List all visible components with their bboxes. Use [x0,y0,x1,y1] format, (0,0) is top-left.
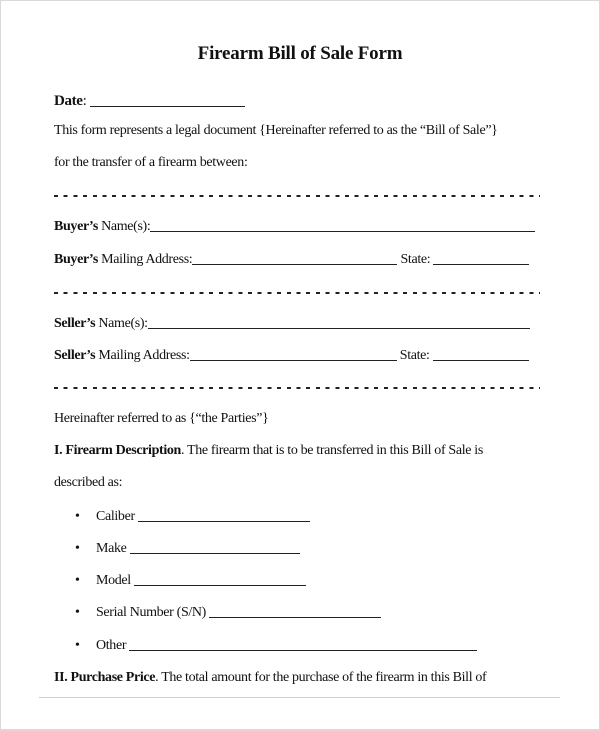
bullet-icon: • [75,573,80,588]
bullet-icon: • [75,605,80,620]
seller-name-row [54,315,530,333]
buyer-state-label: State: [397,252,434,267]
seller-state-field[interactable] [433,348,529,361]
bullet-icon: • [75,541,80,556]
buyer-name-label: Name(s): [97,219,151,234]
buyer-state-field[interactable] [433,252,529,265]
make-label: Make [96,541,130,556]
buyer-label: Buyer’s [54,252,98,267]
intro-line-1: This form represents a legal document {Hereinafter referred to as the “Bill of Sale”} [54,123,498,138]
date-field[interactable] [90,94,245,107]
date-colon: : [82,93,87,109]
section-2-heading: II. Purchase Price [54,670,156,685]
serial-number-label: Serial Number (S/N) [96,605,210,620]
intro-line-2: for the transfer of a firearm between: [54,155,248,170]
page-divider [39,697,560,698]
seller-state-label: State: [396,348,433,363]
seller-address-field[interactable] [190,348,397,361]
date-row [54,92,245,110]
buyer-name-row [54,218,535,236]
seller-address-label: Mailing Address: [95,348,190,363]
other-field[interactable] [129,638,477,651]
model-label: Model [96,573,134,588]
model-field[interactable] [134,573,306,586]
document-title: Firearm Bill of Sale Form [197,43,403,64]
separator-dashes [54,387,540,389]
caliber-label: Caliber [96,509,138,524]
buyer-label: Buyer’s [54,219,98,234]
seller-label: Seller’s [54,316,96,331]
date-label: Date [54,93,83,109]
serial-number-field[interactable] [209,605,381,618]
buyer-name-field[interactable] [150,219,535,232]
section-1-heading-row [54,442,483,460]
buyer-address-label: Mailing Address: [97,252,193,267]
other-label: Other [96,638,130,653]
bullet-icon: • [75,509,80,524]
seller-name-field[interactable] [148,316,530,329]
seller-label: Seller’s [54,348,96,363]
section-1-heading: I. Firearm Description [54,443,181,458]
buyer-address-row [54,251,529,269]
section-1-text: . The firearm that is to be transferred in this Bill of Sale is [180,443,483,458]
seller-name-label: Name(s): [95,316,148,331]
bullet-icon: • [75,638,80,653]
separator-dashes [54,195,540,197]
section-2-heading-row [54,669,486,687]
make-field[interactable] [130,541,300,554]
parties-line: Hereinafter referred to as {“the Parties”} [54,411,269,426]
section-1-text-2: described as: [54,475,123,490]
separator-dashes [54,292,540,294]
section-2-text: . The total amount for the purchase of the firearm in this Bill of [155,670,487,685]
caliber-field[interactable] [138,509,310,522]
seller-address-row [54,347,529,365]
buyer-address-field[interactable] [192,252,397,265]
